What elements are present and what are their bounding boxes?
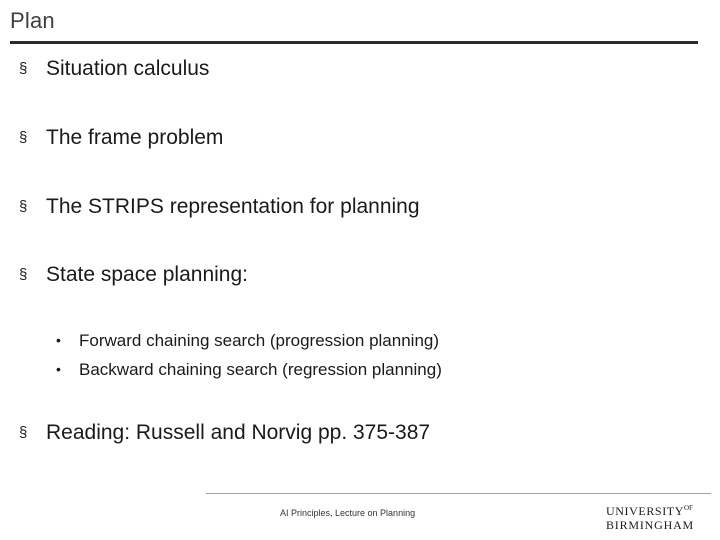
university-logo [606, 505, 694, 531]
bullet-marker: § [19, 198, 28, 215]
footer-divider [206, 493, 711, 494]
bullet-item [19, 57, 209, 81]
bullet-item [19, 195, 420, 219]
slide-title: Plan [10, 8, 55, 33]
bullet-marker: § [19, 266, 28, 283]
logo-word-of: OF [684, 504, 693, 512]
bullet-text: The frame problem [46, 126, 224, 149]
bullet-item [19, 421, 430, 445]
bullet-marker: § [19, 424, 28, 441]
bullet-text: State space planning: [46, 263, 248, 286]
sub-bullet-text: Forward chaining search (progression planning) [79, 331, 440, 350]
logo-word-university: UNIVERSITY [606, 504, 684, 518]
sub-bullet-marker: • [56, 361, 61, 377]
sub-bullet-marker: • [56, 332, 61, 348]
bullet-marker: § [19, 129, 28, 146]
bullet-text: The STRIPS representation for planning [46, 195, 420, 218]
logo-line-1 [606, 505, 694, 517]
bullet-text: Situation calculus [46, 57, 210, 80]
footer-text: AI Principles, Lecture on Planning [280, 508, 416, 518]
bullet-item [19, 263, 248, 287]
title-divider [10, 41, 698, 44]
bullet-item [19, 126, 223, 150]
bullet-text: Reading: Russell and Norvig pp. 375-387 [46, 421, 431, 444]
sub-bullet-item [56, 331, 439, 351]
sub-bullet-text: Backward chaining search (regression planning) [79, 360, 442, 379]
bullet-marker: § [19, 60, 28, 77]
logo-line-2: BIRMINGHAM [606, 518, 695, 532]
sub-bullet-item [56, 360, 442, 380]
